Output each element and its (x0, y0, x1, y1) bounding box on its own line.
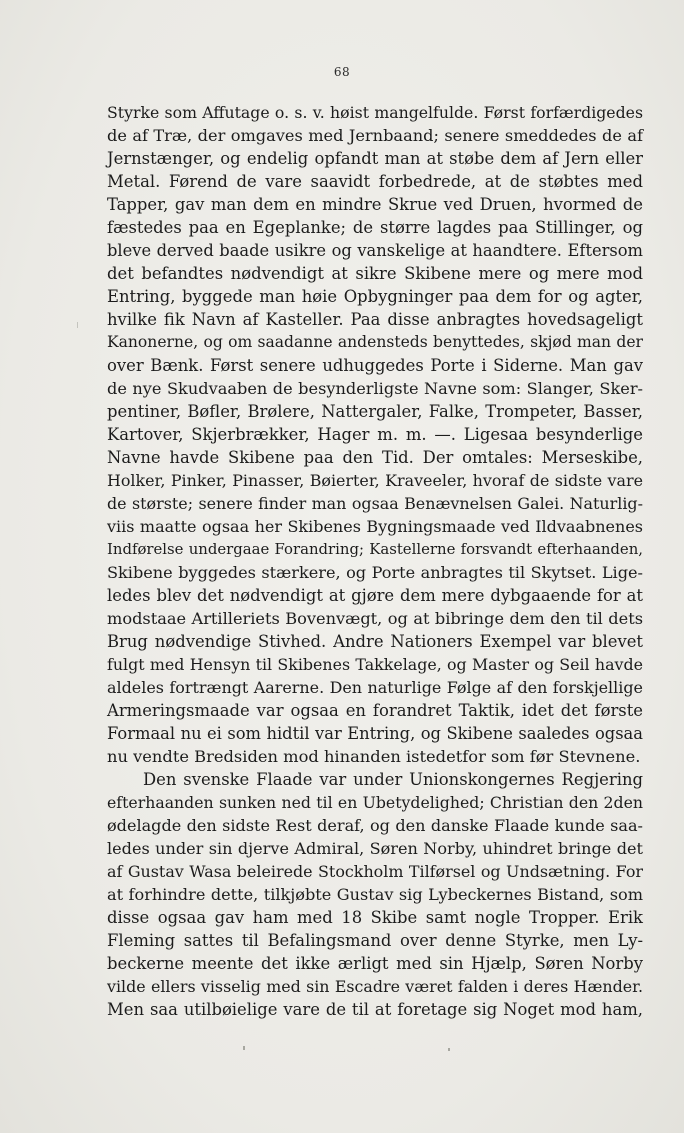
text-line: Indførelse undergaae Forandring; Kastellerne forsvandt efterhaanden, (107, 540, 643, 558)
text-line: af Gustav Wasa beleirede Stockholm Tilførsel og Undsætning. For (107, 862, 643, 881)
body-text (107, 101, 643, 1021)
text-line: hvilke fik Navn af Kasteller. Paa disse anbragtes hovedsageligt (107, 310, 643, 329)
text-line: modstaae Artilleriets Bovenvægt, og at bibringe dem den til dets (107, 609, 643, 628)
text-line: Brug nødvendige Stivhed. Andre Nationers Exempel var blevet (107, 632, 643, 651)
text-line: ledes under sin djerve Admiral, Søren Norby, uhindret bringe det (107, 839, 643, 858)
text-line: Armeringsmaade var ogsaa en forandret Taktik, idet det første (107, 701, 643, 720)
text-line: vilde ellers visselig med sin Escadre været falden i deres Hænder. (107, 977, 643, 996)
text-line: efterhaanden sunken ned til en Ubetydelighed; Christian den 2den (107, 793, 643, 812)
text-line: de af Træ, der omgaves med Jernbaand; senere smeddedes de af (107, 126, 643, 145)
text-line: Men saa utilbøielige vare de til at foretage sig Noget mod ham, (107, 1000, 643, 1019)
text-line: ledes blev det nødvendigt at gjøre dem mere dybgaaende for at (107, 586, 643, 605)
paper-speck (77, 322, 78, 328)
text-line: Jernstænger, og endelig opfandt man at støbe dem af Jern eller (107, 149, 643, 168)
text-line: beckerne meente det ikke ærligt med sin Hjælp, Søren Norby (107, 954, 643, 973)
text-line: Kanonerne, og om saadanne andensteds benyttedes, skjød man der (107, 333, 643, 351)
text-line: over Bænk. Først senere udhuggedes Porte i Siderne. Man gav (107, 356, 643, 375)
text-line: aldeles fortrængt Aarerne. Den naturlige Følge af den forskjellige (107, 678, 643, 697)
paper-speck (448, 1048, 450, 1051)
text-line: de største; senere finder man ogsaa Benævnelsen Galei. Naturlig- (107, 494, 643, 513)
text-line: Fleming sattes til Befalingsmand over denne Styrke, men Ly- (107, 931, 643, 950)
text-line: nu vendte Bredsiden mod hinanden istedetfor som før Stevnene. (107, 747, 641, 766)
text-line: viis maatte ogsaa her Skibenes Bygningsmaade ved Ildvaabnenes (107, 517, 643, 536)
text-line: pentiner, Bøfler, Brølere, Nattergaler, Falke, Trompeter, Basser, (107, 402, 643, 421)
text-line: fæstedes paa en Egeplanke; de større lagdes paa Stillinger, og (107, 218, 643, 237)
text-line: bleve derved baade usikre og vanskelige at haandtere. Eftersom (107, 241, 643, 260)
text-line: de nye Skudvaaben de besynderligste Navne som: Slanger, Sker- (107, 379, 643, 398)
text-line: fulgt med Hensyn til Skibenes Takkelage, og Master og Seil havde (107, 655, 643, 674)
text-line: Entring, byggede man høie Opbygninger paa dem for og agter, (107, 287, 643, 306)
text-line: Kartover, Skjerbrækker, Hager m. m. —. Ligesaa besynderlige (107, 425, 643, 444)
paper-speck (243, 1046, 245, 1050)
text-line: det befandtes nødvendigt at sikre Skibene mere og mere mod (107, 264, 643, 283)
text-line: Styrke som Affutage o. s. v. høist mangelfulde. Først forfærdigedes (107, 103, 643, 122)
text-line: ødelagde den sidste Rest deraf, og den danske Flaade kunde saa- (107, 816, 643, 835)
text-line: Navne havde Skibene paa den Tid. Der omtales: Merseskibe, (107, 448, 643, 467)
page-number: 68 (333, 65, 351, 79)
text-line: Skibene byggedes stærkere, og Porte anbragtes til Skytset. Lige- (107, 563, 643, 582)
text-line: at forhindre dette, tilkjøbte Gustav sig Lybeckernes Bistand, som (107, 885, 643, 904)
text-line: disse ogsaa gav ham med 18 Skibe samt nogle Tropper. Erik (107, 908, 643, 927)
text-line: Holker, Pinker, Pinasser, Bøierter, Kraveeler, hvoraf de sidste vare (107, 471, 643, 490)
text-line: Metal. Førend de vare saavidt forbedrede, at de støbtes med (107, 172, 643, 191)
text-line: Tapper, gav man dem en mindre Skrue ved Druen, hvormed de (107, 195, 643, 214)
text-line: Formaal nu ei som hidtil var Entring, og Skibene saaledes ogsaa (107, 724, 643, 743)
text-line: Den svenske Flaade var under Unionskongernes Regjering (143, 770, 643, 789)
